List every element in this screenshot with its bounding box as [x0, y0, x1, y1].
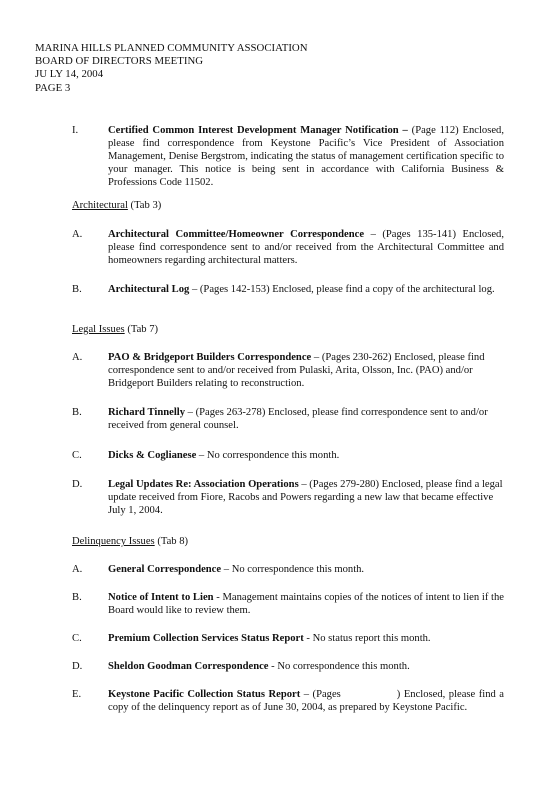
item-premium-collection: [72, 632, 504, 645]
item-letter: B.: [72, 284, 82, 295]
item-title: Architectural Committee/Homeowner Correspondence: [108, 229, 365, 240]
section-title: Legal Issues: [72, 324, 125, 335]
header-line-meeting: BOARD OF DIRECTORS MEETING: [35, 55, 204, 68]
item-title: Notice of Intent to Lien: [108, 592, 214, 603]
item-title: Keystone Pacific Collection Status Report: [108, 689, 301, 700]
item-text-pages: – (Pages: [300, 689, 341, 700]
item-letter: E.: [72, 689, 82, 700]
header-line-association: MARINA HILLS PLANNED COMMUNITY ASSOCIATION: [35, 42, 308, 54]
item-title: Legal Updates Re: Association Operations: [108, 479, 299, 490]
item-text: – (Pages 135-141) Enclosed, please find correspondence sent to and/or received from the Architectural Committee and homeowners regarding architectural matters.: [108, 229, 504, 266]
item-body: [108, 591, 504, 617]
item-pao-bridgeport: [72, 351, 504, 390]
section-tab: (Tab 7): [124, 324, 159, 335]
item-body: [108, 406, 504, 432]
item-text: ) Enclosed, please find a copy of the delinquency report as of June 30, 2004, as prepared by Keystone Pacific.: [108, 689, 505, 713]
item-title: Dicks & Coglianese: [108, 450, 197, 461]
item-keystone-collection: [72, 688, 504, 714]
section-tab: (Tab 8): [154, 536, 189, 547]
section-tab: (Tab 3): [127, 200, 162, 211]
item-body: [108, 124, 504, 189]
item-letter: C.: [72, 450, 82, 461]
item-title: Richard Tinnelly: [108, 407, 186, 418]
document-header: [35, 42, 308, 95]
item-manager-notification: [72, 124, 504, 189]
item-text: (Page 112) Enclosed, please find correspondence from Keystone Pacific’s Vice President of Association Management, Denise Bergstrom, indicating the status of management certification specific to your manager. This notice is being sent in accordance with California Business & Professions Code 11502.: [108, 125, 504, 188]
item-body: [108, 660, 504, 673]
item-title: General Correspondence: [108, 564, 222, 575]
item-body: [108, 228, 504, 267]
item-body: [108, 283, 504, 296]
section-title: Delinquency Issues: [72, 536, 155, 547]
item-letter: A.: [72, 229, 83, 240]
item-architectural-correspondence: [72, 228, 504, 267]
item-letter: B.: [72, 592, 82, 603]
item-text: - No correspondence this month.: [268, 661, 410, 672]
item-architectural-log: [72, 283, 504, 296]
item-letter: C.: [72, 633, 82, 644]
item-text: – (Pages 230-262) Enclosed, please find correspondence sent to and/or received from Pulaski, Arita, Olsson, Inc. (PAO) and/or Bridgeport Builders relating to reconstruction.: [108, 352, 485, 389]
item-body: [108, 351, 504, 390]
header-line-page: PAGE 3: [35, 81, 71, 94]
item-text: - No status report this month.: [303, 633, 431, 644]
item-letter: B.: [72, 407, 82, 418]
item-text: – No correspondence this month.: [196, 450, 340, 461]
item-body: [108, 632, 504, 645]
item-text: - Management maintains copies of the notices of intent to lien if the Board would like to review them.: [108, 592, 504, 616]
item-letter: A.: [72, 352, 83, 363]
item-dicks-coglianese: [72, 449, 504, 462]
item-text: – (Pages 279-280) Enclosed, please find a legal update received from Fiore, Racobs and Powers regarding a new law that became effective July 1, 2004.: [108, 479, 503, 516]
item-general-correspondence: [72, 563, 504, 576]
item-sheldon-goodman: [72, 660, 504, 673]
section-title: Architectural: [72, 200, 128, 211]
item-letter: A.: [72, 564, 83, 575]
section-heading-legal: [72, 323, 158, 336]
section-heading-delinquency: [72, 535, 188, 548]
item-text: – (Pages 142-153) Enclosed, please find a copy of the architectural log.: [189, 284, 495, 295]
item-title: Premium Collection Services Status Report: [108, 633, 304, 644]
item-letter: D.: [72, 479, 83, 490]
header-line-date: JU LY 14, 2004: [35, 68, 104, 81]
item-title: PAO & Bridgeport Builders Correspondence: [108, 352, 312, 363]
item-letter: I.: [72, 125, 79, 136]
section-heading-architectural: [72, 199, 161, 212]
item-title: Architectural Log: [108, 284, 190, 295]
item-notice-intent-lien: [72, 591, 504, 617]
item-body: [108, 478, 504, 517]
item-title: Certified Common Interest Development Manager Notification –: [108, 125, 408, 136]
item-body: [108, 688, 504, 714]
item-richard-tinnelly: [72, 406, 504, 432]
item-body: [108, 563, 504, 576]
item-text: – No correspondence this month.: [221, 564, 365, 575]
item-legal-updates: [72, 478, 504, 517]
item-body: [108, 449, 504, 462]
item-title: Sheldon Goodman Correspondence: [108, 661, 269, 672]
item-text: – (Pages 263-278) Enclosed, please find correspondence sent to and/or received from general counsel.: [108, 407, 488, 431]
item-letter: D.: [72, 661, 83, 672]
